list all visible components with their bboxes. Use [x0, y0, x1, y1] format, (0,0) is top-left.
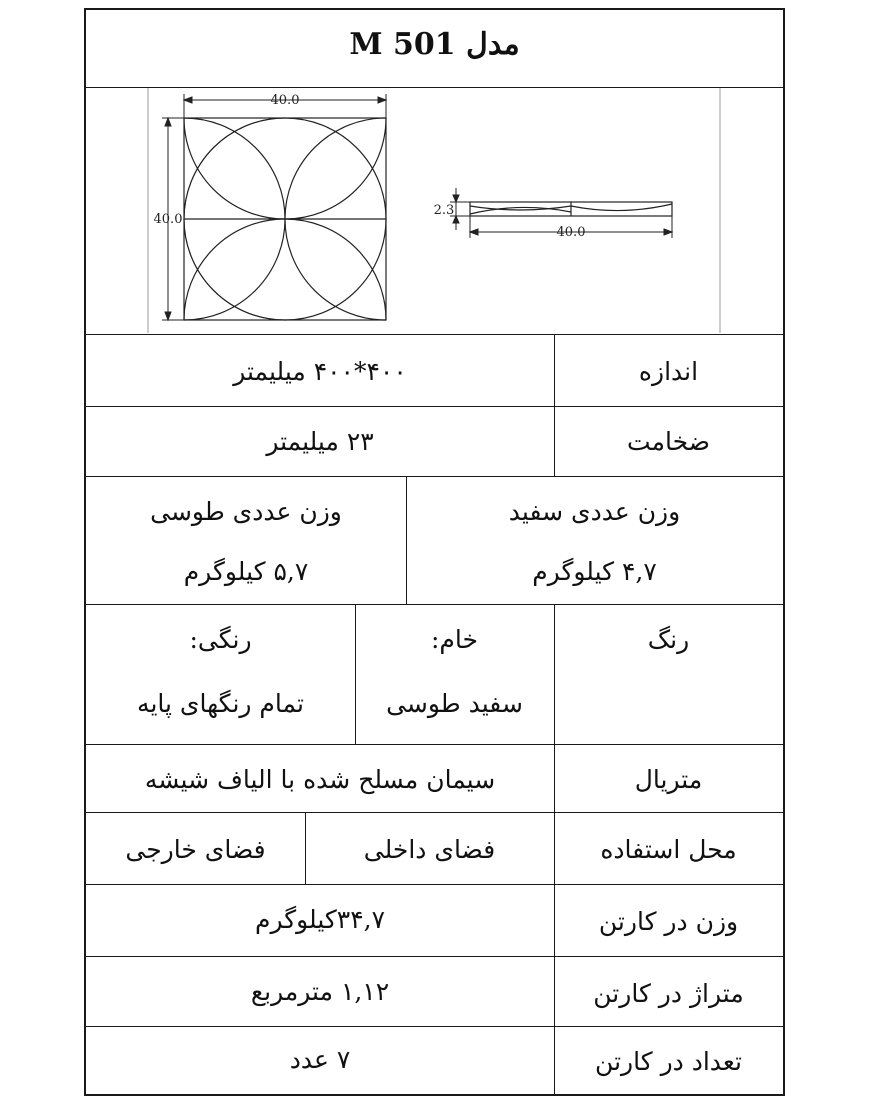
carton-count-value: ۷ عدد [289, 1045, 351, 1074]
material-row [86, 745, 783, 813]
size-value-cell-box [86, 335, 554, 406]
raw-color-value: سفید طوسی [386, 689, 523, 718]
carton-area-divider [554, 957, 555, 1026]
front-view [184, 118, 386, 320]
material-divider [554, 745, 555, 812]
color-divider-1 [554, 605, 555, 744]
outdoor-value: فضای خارجی [125, 835, 266, 864]
usage-divider-2 [305, 813, 306, 884]
thickness-divider [554, 407, 555, 476]
color-label: رنگ [647, 625, 690, 654]
carton-count-label-cell [554, 1027, 783, 1094]
carton-count-value-cell [86, 1027, 554, 1094]
size-value: ۴۰۰*۴۰۰ میلیمتر [233, 357, 407, 386]
model-word: مدل [466, 27, 520, 62]
material-label: متریال [634, 765, 703, 794]
carton-area-row [86, 957, 783, 1027]
model-code: M 501 [349, 27, 456, 62]
thickness-label: ضخامت [627, 427, 710, 456]
usage-row [86, 813, 783, 885]
color-divider-2 [355, 605, 356, 744]
color-row [86, 605, 783, 745]
indoor-cell [305, 813, 554, 884]
carton-area-value: ۱,۱۲ مترمربع [250, 977, 390, 1006]
outdoor-cell [86, 813, 305, 884]
gray-weight-cell [86, 477, 406, 604]
thickness-label-cell [554, 407, 783, 476]
color-label-cell [554, 605, 783, 744]
side-view [470, 202, 672, 216]
colored-label: رنگی: [189, 625, 252, 654]
thickness-value-cell [86, 407, 554, 476]
colored-cell [86, 605, 355, 744]
spec-sheet [84, 8, 785, 1096]
white-weight-value: ۴,۷ کیلوگرم [532, 557, 657, 586]
side-width-label: 40.0 [556, 225, 586, 240]
thickness-value: ۲۳ میلیمتر [266, 427, 374, 456]
side-thickness-label: 2.3 [433, 203, 455, 218]
technical-drawing [86, 88, 783, 333]
size-row [86, 335, 783, 407]
usage-divider-1 [554, 813, 555, 884]
drawing-row [86, 88, 783, 335]
white-weight-label: وزن عددی سفید [508, 497, 681, 526]
size-label-cell [554, 335, 783, 406]
carton-area-label: متراژ در کارتن [593, 979, 744, 1008]
colored-value: تمام رنگهای پایه [137, 689, 304, 718]
carton-weight-value: ۳۴,۷کیلوگرم [254, 905, 386, 934]
raw-color-cell [355, 605, 554, 744]
size-label: اندازه [638, 357, 699, 386]
title-row [86, 10, 783, 88]
material-value-cell [86, 745, 554, 812]
page-title [86, 27, 783, 62]
size-value-cell [554, 335, 555, 406]
front-width-label: 40.0 [270, 93, 300, 108]
usage-label-cell [554, 813, 783, 884]
front-height-label: 40.0 [153, 212, 183, 227]
carton-count-label: تعداد در کارتن [595, 1047, 742, 1076]
weight-divider [406, 477, 407, 604]
carton-weight-label-cell [554, 885, 783, 956]
weight-row [86, 477, 783, 605]
white-weight-cell [406, 477, 783, 604]
carton-weight-row [86, 885, 783, 957]
gray-weight-value: ۵,۷ کیلوگرم [183, 557, 309, 586]
carton-weight-divider [554, 885, 555, 956]
usage-label: محل استفاده [600, 835, 737, 864]
indoor-value: فضای داخلی [363, 835, 496, 864]
material-value: سیمان مسلح شده با الیاف شیشه [144, 765, 496, 794]
carton-area-value-cell [86, 957, 554, 1026]
material-label-cell [554, 745, 783, 812]
carton-area-label-cell [554, 957, 783, 1026]
carton-count-row [86, 1027, 783, 1094]
carton-weight-value-cell [86, 885, 554, 956]
carton-count-divider [554, 1027, 555, 1094]
gray-weight-label: وزن عددی طوسی [150, 497, 342, 526]
thickness-row [86, 407, 783, 477]
carton-weight-label: وزن در کارتن [598, 907, 739, 936]
raw-color-label: خام: [431, 625, 478, 654]
